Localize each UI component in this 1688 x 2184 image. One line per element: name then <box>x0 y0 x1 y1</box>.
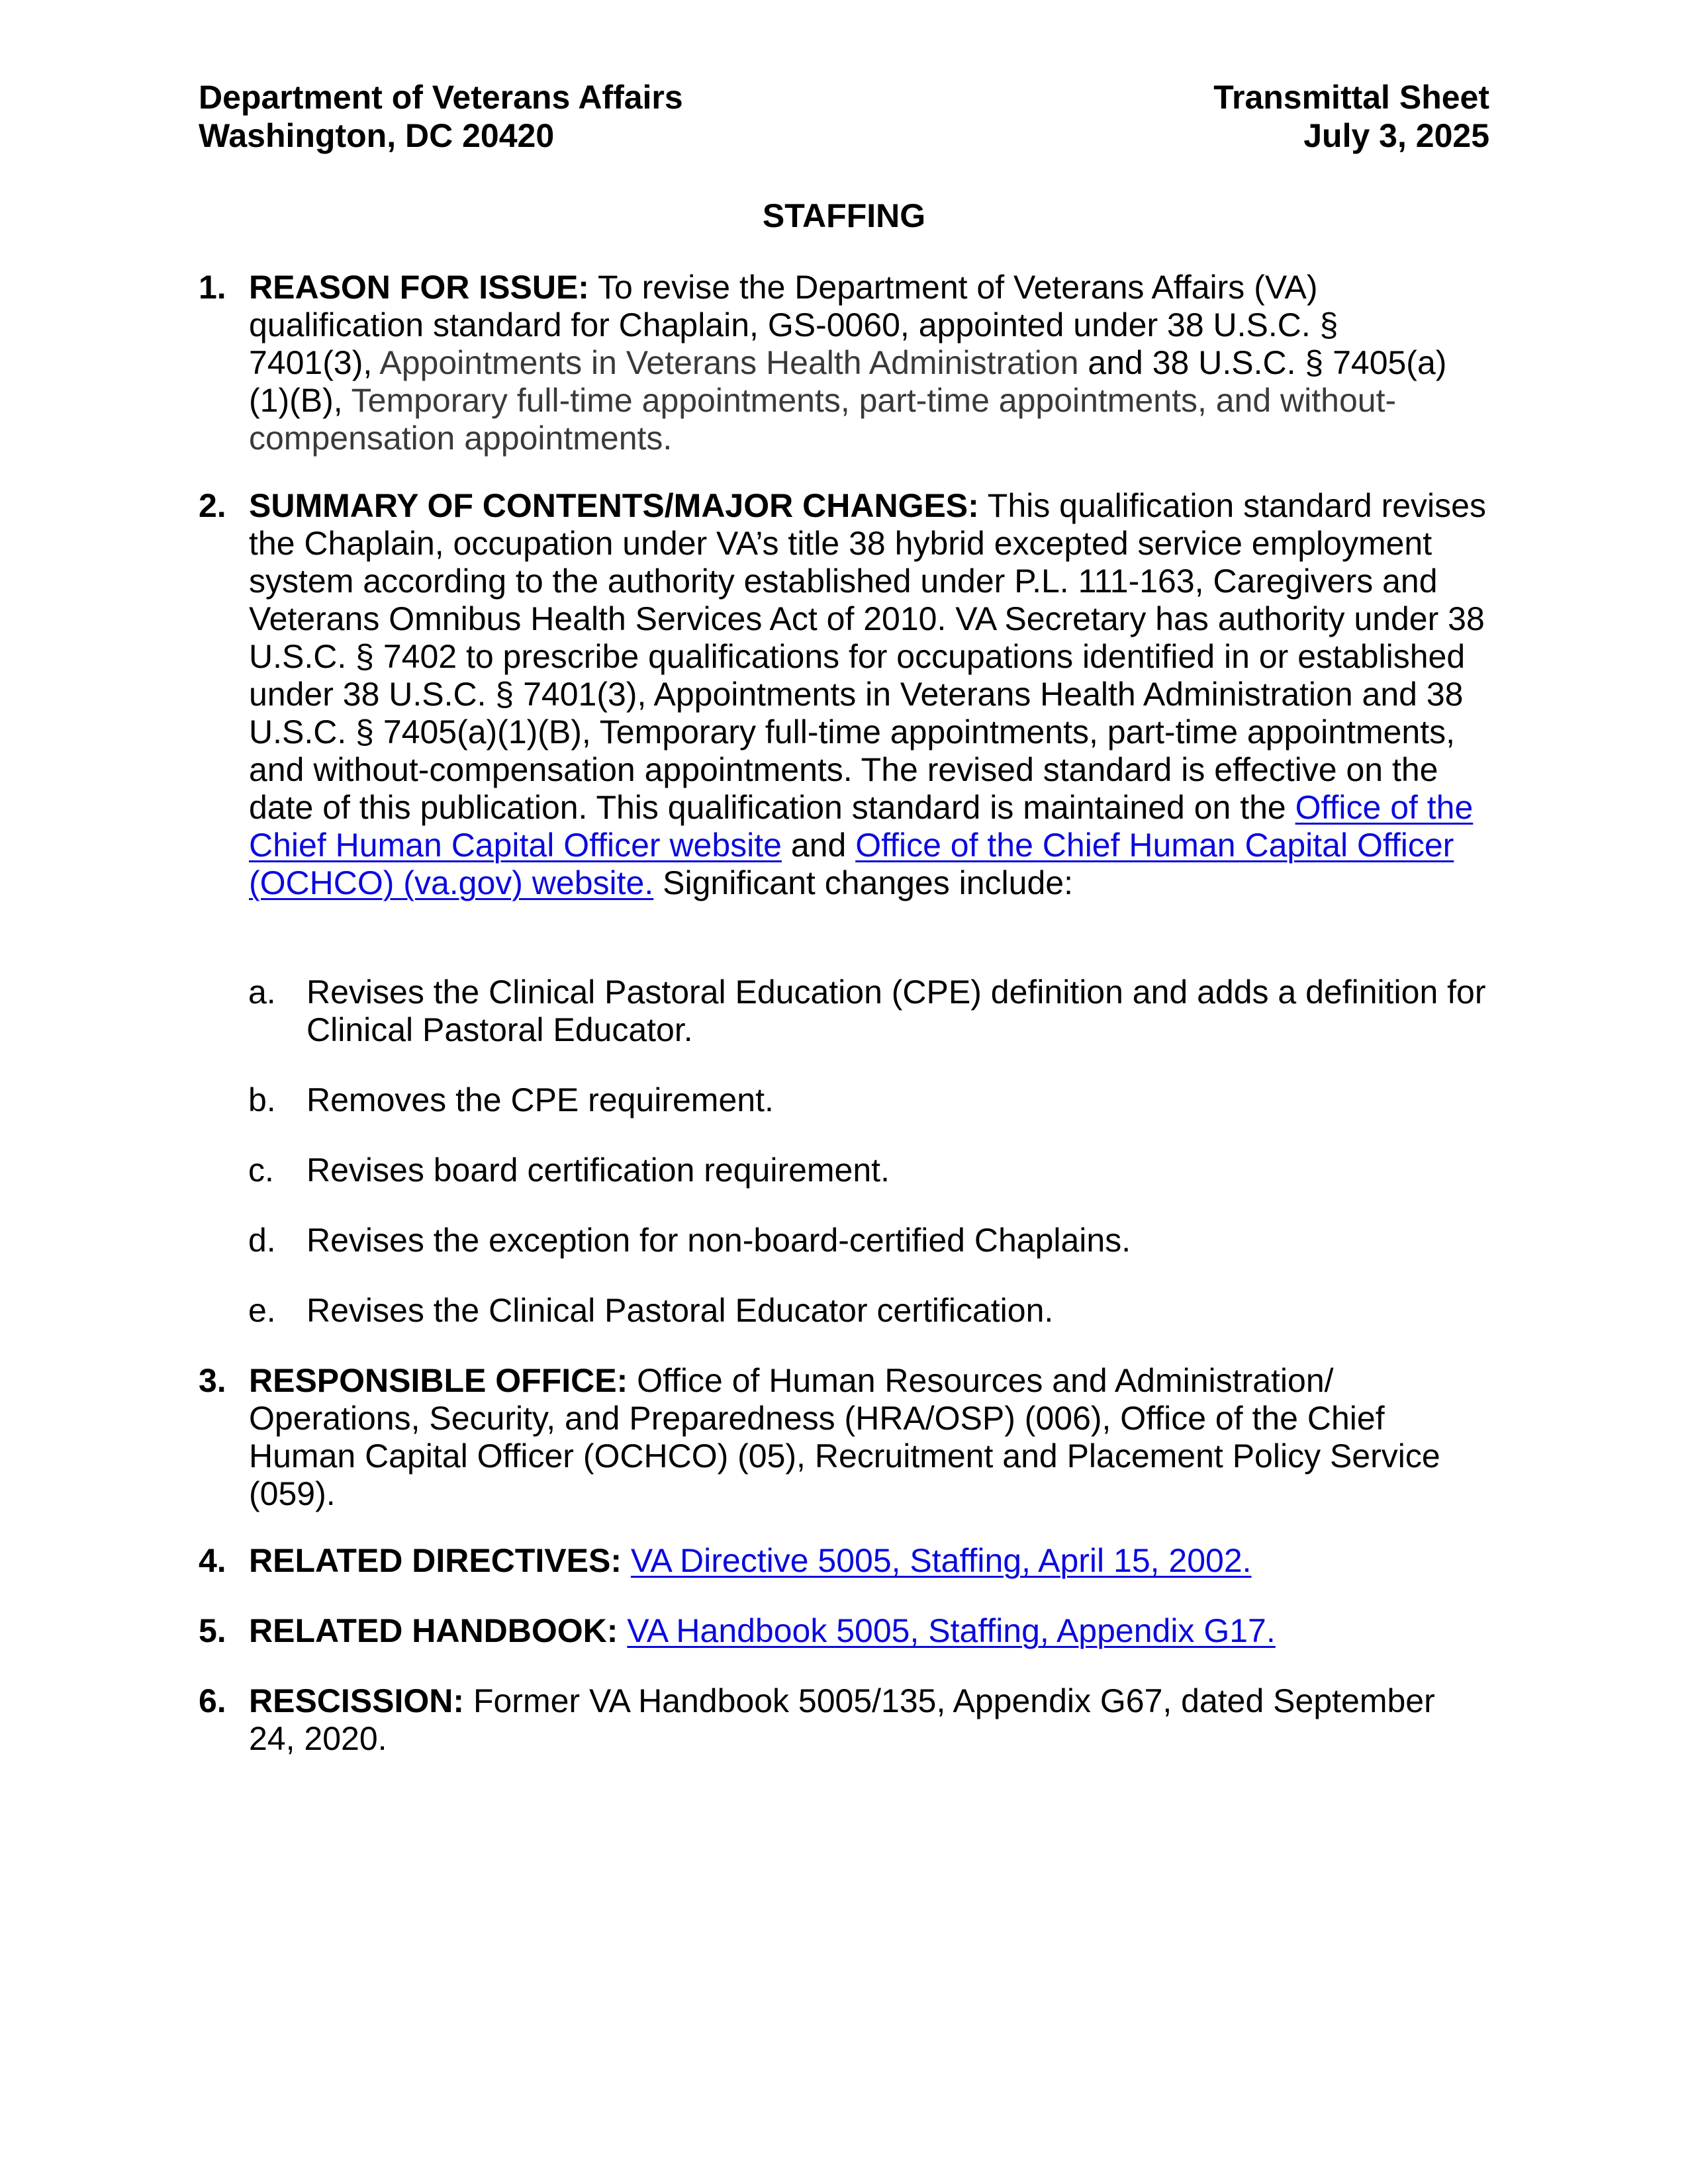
change-letter: d. <box>248 1222 276 1259</box>
section-label: REASON FOR ISSUE: <box>249 269 589 306</box>
section-responsible-office <box>199 1362 1489 1513</box>
section-label: SUMMARY OF CONTENTS/MAJOR CHANGES: <box>249 487 979 524</box>
change-item <box>248 1152 1493 1189</box>
change-text: Removes the CPE requirement. <box>306 1081 774 1118</box>
change-letter: c. <box>248 1152 274 1189</box>
section-label: RESCISSION: <box>249 1682 465 1719</box>
va-directive-5005-link[interactable]: VA Directive 5005, Staffing, April 15, 2002. <box>630 1542 1252 1579</box>
org-address: Washington, DC 20420 <box>199 117 555 154</box>
change-text: Revises the Clinical Pastoral Educator certification. <box>306 1292 1054 1329</box>
section-number: 2. <box>199 487 226 524</box>
doc-type: Transmittal Sheet <box>1213 79 1489 116</box>
section-text: and 38 U.S.C. § 7405(a)(1)(B), <box>249 344 1447 419</box>
change-text: Revises board certification requirement. <box>306 1152 890 1189</box>
org-block <box>199 78 683 155</box>
section-related-directives <box>199 1542 1489 1580</box>
section-related-handbook <box>199 1612 1489 1650</box>
section-text: . <box>663 420 673 457</box>
doc-date: July 3, 2025 <box>1303 117 1489 154</box>
section-label: RELATED HANDBOOK: <box>249 1612 618 1649</box>
section-number: 5. <box>199 1612 226 1649</box>
section-text: This qualification standard revises the Chaplain, occupation under VA’s title 38 hybrid excepted service employment system according to the authority established under P.L. 111-163, Caregivers and Veterans Omnibus Health Services Act of 2010. VA Secretary has authority under 38 U.S.C. § 7402 to prescribe qualifications for occupations identified in or established under 38 U.S.C. § 7401(3), Appointments in Veterans Health Administration and 38 U.S.C. § 7405(a)(1)(B), Temporary full-time appointments, part-time appointments, and without-compensation appointments. The revised standard is effective on the date of this publication. This qualification standard is maintained on the <box>249 487 1486 826</box>
va-handbook-5005-link[interactable]: VA Handbook 5005, Staffing, Appendix G17. <box>627 1612 1276 1649</box>
section-number: 1. <box>199 269 226 306</box>
change-item <box>248 1292 1493 1330</box>
change-text: Revises the exception for non-board-certified Chaplains. <box>306 1222 1131 1259</box>
change-text: Revises the Clinical Pastoral Education (CPE) definition and adds a definition for Clinical Pastoral Educator. <box>306 974 1486 1048</box>
change-item <box>248 1081 1493 1119</box>
section-number: 4. <box>199 1542 226 1579</box>
org-name: Department of Veterans Affairs <box>199 79 683 116</box>
section-text: Office of Human Resources and Administration/ Operations, Security, and Preparedness (HRA/OSP) (006), Office of the Chief Human Capital Officer (OCHCO) (05), Recruitment and Placement Policy Service (059). <box>249 1362 1440 1512</box>
change-letter: a. <box>248 974 276 1011</box>
section-text: To revise the Department of Veterans Affairs (VA) qualification standard for Chaplain, GS-0060, appointed under 38 U.S.C. § 7401(3), <box>249 269 1338 381</box>
section-reason-for-issue <box>199 269 1489 457</box>
section-number: 3. <box>199 1362 226 1399</box>
change-item <box>248 974 1493 1049</box>
section-number: 6. <box>199 1682 226 1719</box>
section-text: and <box>781 827 856 864</box>
change-item <box>248 1222 1493 1259</box>
doc-info-block <box>1213 78 1489 155</box>
section-text: Former VA Handbook 5005/135, Appendix G67, dated September 24, 2020. <box>249 1682 1435 1757</box>
change-letter: b. <box>248 1081 276 1118</box>
section-label: RESPONSIBLE OFFICE: <box>249 1362 628 1399</box>
page-title: STAFFING <box>762 197 926 234</box>
section-label: RELATED DIRECTIVES: <box>249 1542 622 1579</box>
section-text-gray: Appointments in Veterans Health Administration <box>379 344 1079 381</box>
change-letter: e. <box>248 1292 276 1329</box>
section-text: Significant changes include: <box>653 864 1073 901</box>
ochco-va-gov-link[interactable]: Office of the Chief Human Capital Officer (OCHCO) (va.gov) website. <box>249 827 1454 901</box>
ochco-website-link[interactable]: Office of the Chief Human Capital Officer website <box>249 789 1474 864</box>
section-summary-of-changes <box>199 487 1489 902</box>
section-rescission <box>199 1682 1489 1758</box>
section-text-gray: Temporary full-time appointments, part-time appointments, and without-compensation appointments <box>249 382 1397 457</box>
